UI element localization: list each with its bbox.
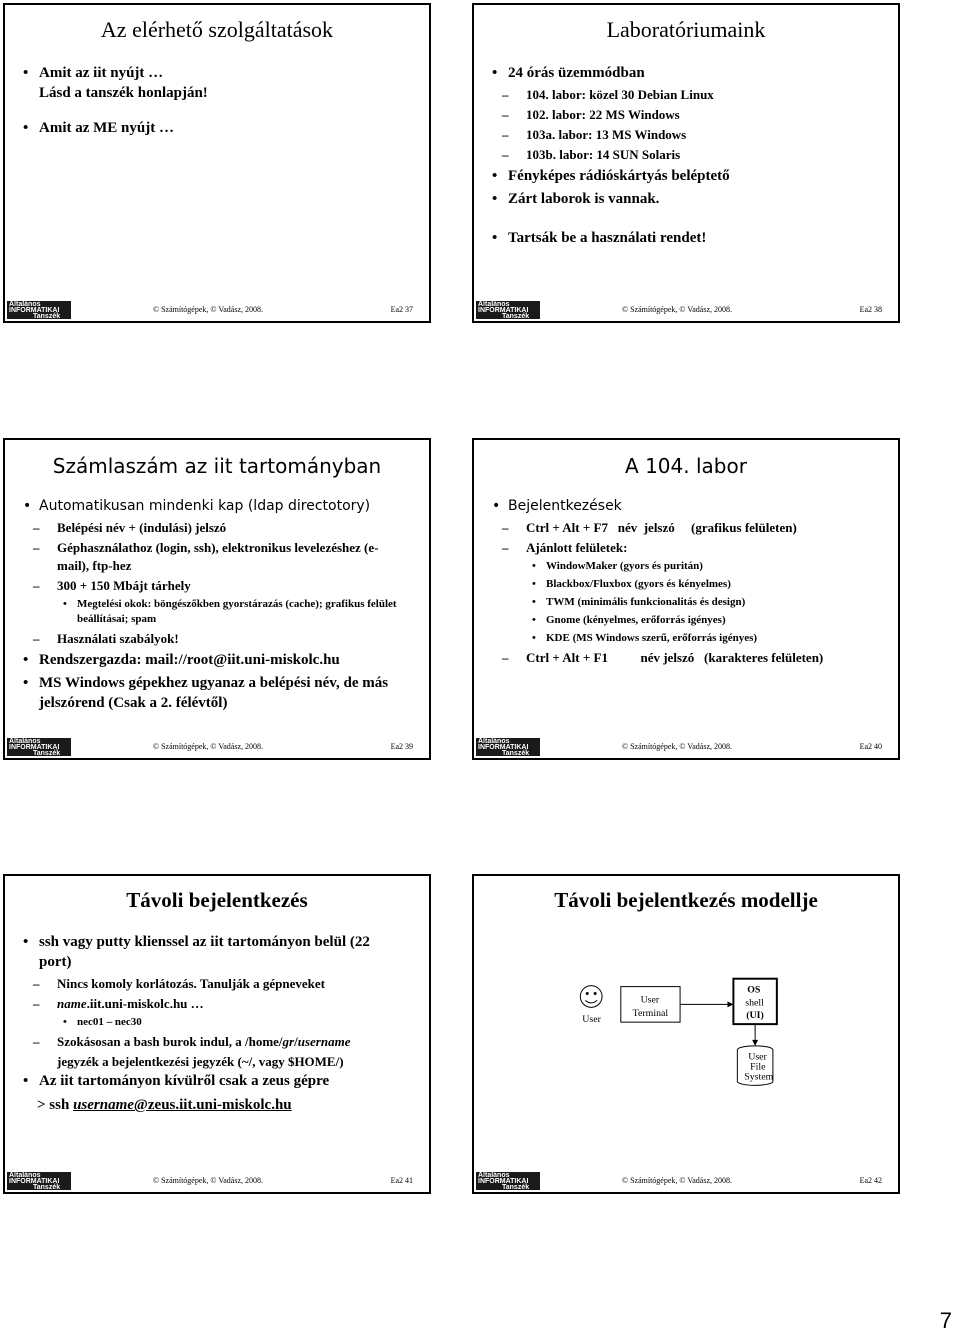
copyright-text: © Számítógépek, © Vadász, 2008. (622, 305, 732, 314)
copyright-text: © Számítógépek, © Vadász, 2008. (622, 742, 732, 751)
sub-bullet: – 103b. labor: 14 SUN Solaris (488, 146, 888, 164)
slide-39 (3, 438, 431, 760)
bullet: • Rendszergazda: mail://root@iit.uni-miskolc.hu (19, 650, 419, 670)
slide-title: Számlaszám az iit tartományban (52, 454, 382, 478)
tanszek-logo: Általános INFORMATIKAI Tanszék (7, 301, 71, 319)
sub-bullet: – Nincs komoly korlátozás. Tanulják a gépneveket (19, 975, 419, 993)
fs-label-3: System (744, 1071, 774, 1083)
copyright-text: © Számítógépek, © Vadász, 2008. (622, 1176, 732, 1185)
sub-bullet: – name.iit.uni-miskolc.hu … (19, 995, 419, 1013)
slide-title: A 104. labor (625, 454, 747, 478)
sub-sub-bullet: • WindowMaker (gyors és puritán) (488, 559, 888, 574)
sub-bullet: – 102. labor: 22 MS Windows (488, 106, 888, 124)
slide-number: Ea2 38 (859, 305, 882, 314)
slide-number: Ea2 42 (859, 1176, 882, 1185)
slide-number: Ea2 41 (390, 1176, 413, 1185)
shell-label-3: (UI) (746, 1010, 764, 1022)
bullet: • Fényképes rádióskártyás beléptető (488, 166, 888, 186)
sub-sub-bullet: • KDE (MS Windows szerű, erőforrás igényes) (488, 631, 888, 646)
bullet: • Amit az iit nyújt … Lásd a tanszék honlapján! (19, 63, 419, 103)
sub-bullet: – Használati szabályok! (19, 630, 419, 648)
sub-bullet: – Szokásosan a bash burok indul, a /home/gr/username (19, 1033, 419, 1051)
slide-title: Laboratóriumaink (606, 17, 766, 42)
sub-sub-bullet: • nec01 – nec30 (19, 1015, 419, 1030)
slide-footer (474, 299, 898, 321)
remote-login-diagram (474, 876, 898, 1192)
slide-37 (3, 3, 431, 323)
bullet: • Zárt laborok is vannak. (488, 189, 888, 209)
slide-footer (5, 299, 429, 321)
sub-bullet: – 300 + 150 Mbájt tárhely (19, 577, 419, 595)
user-label: User (582, 1014, 601, 1026)
tanszek-logo: Általános INFORMATIKAI Tanszék (476, 1172, 540, 1190)
sub-bullet: – Ctrl + Alt + F1 név jelszó (karakteres felületen) (488, 649, 888, 667)
tanszek-logo: Általános INFORMATIKAI Tanszék (7, 1172, 71, 1190)
smiley-icon (580, 986, 602, 1008)
bullet: • Automatikusan mindenki kap (ldap directotory) (19, 496, 419, 516)
sub-sub-bullet: • Blackbox/Fluxbox (gyors és kényelmes) (488, 577, 888, 592)
fs-label-2: File (750, 1061, 766, 1073)
sub-sub-bullet: • TWM (minimális funkcionalitás és design) (488, 595, 888, 610)
slide-number: Ea2 37 (390, 305, 413, 314)
shell-label-2: shell (745, 997, 764, 1009)
sub-bullet: – Ctrl + Alt + F7 név jelszó (grafikus felületen) (488, 519, 888, 537)
bullet: • MS Windows gépekhez ugyanaz a belépési név, de más jelszórend (Csak a 2. félévtől) (19, 673, 419, 713)
slide-42 (472, 874, 900, 1194)
slide-38 (472, 3, 900, 323)
sub-bullet: – Belépési név + (indulási) jelszó (19, 519, 419, 537)
bullet: • ssh vagy putty klienssel az iit tartományon belül (22 port) (19, 932, 419, 972)
bullet: • Bejelentkezések (488, 496, 888, 516)
terminal-label-2: Terminal (632, 1008, 669, 1020)
sub-bullet: – 104. labor: közel 30 Debian Linux (488, 86, 888, 104)
copyright-text: © Számítógépek, © Vadász, 2008. (153, 742, 263, 751)
sub-bullet: – Géphasználathoz (login, ssh), elektronikus levelezéshez (e-mail), ftp-hez (19, 539, 419, 575)
sub-sub-bullet: • Gnome (kényelmes, erőforrás igényes) (488, 613, 888, 628)
bullet: • 24 órás üzemmódban (488, 63, 888, 83)
sub-bullet: – 103a. labor: 13 MS Windows (488, 126, 888, 144)
sub-sub-bullet: • Megtelési okok: böngészőkben gyorstárazás (cache); grafikus felület beállításai; spam (19, 597, 419, 627)
page-number: 7 (939, 1308, 952, 1333)
slide-title: Távoli bejelentkezés modellje (554, 888, 818, 912)
slide-number: Ea2 39 (390, 742, 413, 751)
command-line: > ssh username@zeus.iit.uni-miskolc.hu (37, 1097, 292, 1113)
fs-label-1: User (748, 1051, 767, 1063)
tanszek-logo: Általános INFORMATIKAI Tanszék (476, 301, 540, 319)
slide-40 (472, 438, 900, 760)
slide-title: Az elérhető szolgáltatások (100, 17, 334, 42)
bullet: • Az iit tartományon kívülről csak a zeus gépre (19, 1071, 419, 1091)
slide-title: Távoli bejelentkezés (126, 888, 308, 912)
terminal-label-1: User (640, 994, 660, 1006)
slide-footer (5, 736, 429, 758)
copyright-text: © Számítógépek, © Vadász, 2008. (153, 1176, 263, 1185)
bullet: • Amit az ME nyújt … (19, 118, 419, 138)
continuation-text: jegyzék a bejelentkezési jegyzék (~/, vagy $HOME/) (57, 1054, 344, 1069)
slide-number: Ea2 40 (859, 742, 882, 751)
tanszek-logo: Általános INFORMATIKAI Tanszék (476, 738, 540, 756)
copyright-text: © Számítógépek, © Vadász, 2008. (153, 305, 263, 314)
sub-bullet: – Ajánlott felületek: (488, 539, 888, 557)
bullet: • Tartsák be a használati rendet! (488, 228, 888, 248)
slide-41 (3, 874, 431, 1194)
slide-footer (5, 1170, 429, 1192)
shell-label-1: OS (747, 984, 761, 996)
tanszek-logo: Általános INFORMATIKAI Tanszék (7, 738, 71, 756)
slide-footer (474, 1170, 898, 1192)
slide-footer (474, 736, 898, 758)
